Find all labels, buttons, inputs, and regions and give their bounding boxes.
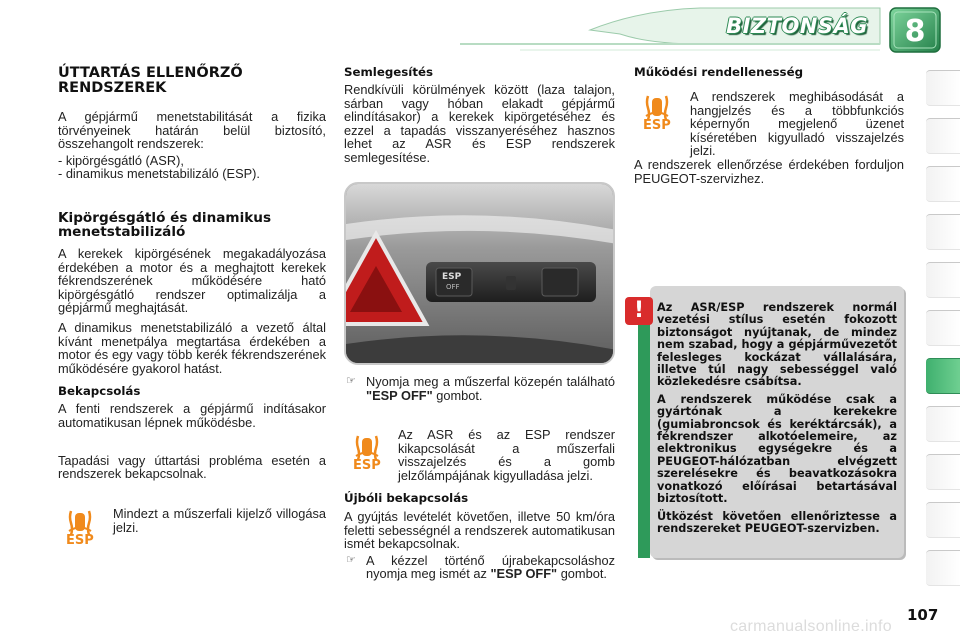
press-instruction-end: gombot. — [436, 387, 483, 403]
warning-text — [657, 302, 897, 540]
main-title: ÚTTARTÁS ELLENŐRZŐ RENDSZEREK — [58, 65, 243, 96]
chapter-tab-10[interactable] — [926, 454, 960, 490]
chapter-tab-2[interactable] — [926, 118, 960, 154]
esp-off-button-sublabel: OFF — [446, 283, 460, 291]
activation-paragraph: A fenti rendszerek a gépjármű indításakor automatikusan lépnek működésbe. — [58, 401, 326, 430]
column-3 — [634, 66, 904, 79]
press-esp-off-bullet — [344, 375, 615, 402]
warning-paragraph-2: A rendszerek működése csak a gyártónak a kerekekre (gumiabroncsok és keréktárcsák), a fékrendszer alkotóelemeire, az elektronikus egységekre és a PEUGEOT-hálózatban elvégzett szerelésekre és beavatkozásokra vonatkozó előírásai betartásával biztosított. — [657, 392, 897, 506]
reactivation-section — [344, 492, 615, 587]
chapter-tab-1[interactable] — [926, 70, 960, 106]
esp-off-button-label: ESP — [442, 272, 462, 282]
esp-malfunction-label: ESP — [643, 118, 671, 133]
malfunction-title: Működési rendellenesség — [634, 65, 804, 79]
service-text: A rendszerek ellenőrzése érdekében forduljon PEUGEOT-szervizhez. — [634, 157, 904, 186]
list-item-asr: - kipörgésgátló (ASR), — [58, 152, 184, 168]
esp-flashing-note — [113, 507, 326, 540]
reactivation-title: Újbóli bekapcsolás — [344, 491, 469, 505]
intro-paragraph: A gépjármű menetstabilitását a fizika törvényeinek határán belül biztosító, összehangolt rendszerek: — [58, 109, 326, 152]
list-item-esp: - dinamikus menetstabilizáló (ESP). — [58, 166, 260, 182]
esp-off-button-photo — [344, 182, 615, 365]
chapter-tabs — [924, 70, 960, 590]
deactivation-indicator-note — [398, 428, 615, 488]
manual-reactivation-text: A kézzel történő újrabekapcsoláshoz nyomja meg ismét az — [366, 552, 615, 582]
esp-warning-icon — [63, 507, 97, 549]
column-1 — [58, 66, 326, 487]
esp-icon-label: ESP — [66, 533, 94, 548]
deactivation-indicator-text: Az ASR és az ESP rendszer kikapcsolását a műszerfali visszajelzés és a gomb jelzőlámpájának kigyulladása jelzi. — [398, 427, 615, 483]
chapter-tab-3[interactable] — [926, 166, 960, 202]
esp-off-instruction — [344, 375, 615, 408]
chapter-tab-8-active[interactable] — [926, 358, 960, 394]
esp-indicator-icon — [350, 432, 384, 474]
chapter-tab-9[interactable] — [926, 406, 960, 442]
watermark: carmanualsonline.info — [730, 618, 892, 635]
esp-flashing-text: Mindezt a műszerfali kijelző villogása jelzi. — [113, 506, 326, 535]
warning-paragraph-3: Ütközést követően ellenőriztesse a rendszereket PEUGEOT-szervizben. — [657, 509, 897, 535]
reactivation-paragraph: A gyújtás levételét követően, illetve 50 km/óra feletti sebességnél a rendszerek automatikusan ismét bekapcsolnak. — [344, 509, 615, 552]
esp-malfunction-icon — [640, 92, 674, 134]
chapter-number: 8 — [904, 14, 926, 49]
esp-indicator-label: ESP — [353, 458, 381, 473]
esp-paragraph: A dinamikus menetstabilizáló a vezető által kívánt menetpálya megtartása érdekében a motor és egy vagy több kerék fékrendszerének működésére gyakorol hatást. — [58, 319, 326, 376]
warning-paragraph-1: Az ASR/ESP rendszerek normál vezetési stílus esetén fokozott biztonságot nyújtanak, de mindez nem szabad, hogy a gépjárművezetőt felesleges kockázat vállalására, illetve túl nagy sebességgel való közlekedésre csábítsa. — [657, 301, 897, 389]
service-note — [634, 158, 904, 191]
chapter-tab-11[interactable] — [926, 502, 960, 538]
esp-off-button-name: "ESP OFF" — [366, 387, 433, 403]
column-2 — [344, 66, 615, 171]
chapter-tab-12[interactable] — [926, 550, 960, 586]
chapter-tab-4[interactable] — [926, 214, 960, 250]
chapter-title: BIZTONSÁG — [726, 14, 868, 38]
header-band — [0, 0, 960, 52]
activation-title: Bekapcsolás — [58, 384, 141, 399]
manual-reactivation-end: gombot. — [560, 566, 607, 582]
press-instruction-text: Nyomja meg a műszerfal közepén található — [366, 374, 615, 389]
chapter-tab-6[interactable] — [926, 310, 960, 346]
asr-paragraph: A kerekek kipörgésének megakadályozása érdekében a motor és a meghajtott kerekek fékrendszerének működésére ható kipörgésgátló rendszer optimalizálja a gépjármű meghajtását. — [58, 245, 326, 316]
deactivation-title: Semlegesítés — [344, 65, 434, 79]
deactivation-paragraph: Rendkívüli körülmények között (laza talajon, sárban vagy hóban elakadt gépjármű elindításakor) a kerekek kipörgetéséhez és ezzel a tapadás visszanyeréséhez hasznos lehet az ASR és ESP rendszerek semlegesítése. — [344, 82, 615, 165]
chapter-tab-5[interactable] — [926, 262, 960, 298]
warning-stripe — [638, 302, 650, 558]
section-title: Kipörgésgátló és dinamikus menetstabilizáló — [58, 209, 272, 241]
page-number: 107 — [907, 606, 939, 624]
pointer-icon: ☞ — [346, 553, 356, 566]
esp-off-button-name-2: "ESP OFF" — [490, 566, 558, 582]
grip-paragraph: Tapadási vagy úttartási probléma esetén a rendszerek bekapcsolnak. — [58, 452, 326, 482]
manual-reactivation-bullet — [344, 554, 615, 581]
malfunction-text: A rendszerek meghibásodását a hangjelzés és a többfunkciós képernyőn megjelenő üzenet kíséretében kigyulladó visszajelzés jelzi. — [690, 89, 904, 159]
pointer-icon: ☞ — [346, 375, 356, 387]
warning-icon: ! — [625, 297, 653, 325]
malfunction-note — [690, 90, 904, 164]
